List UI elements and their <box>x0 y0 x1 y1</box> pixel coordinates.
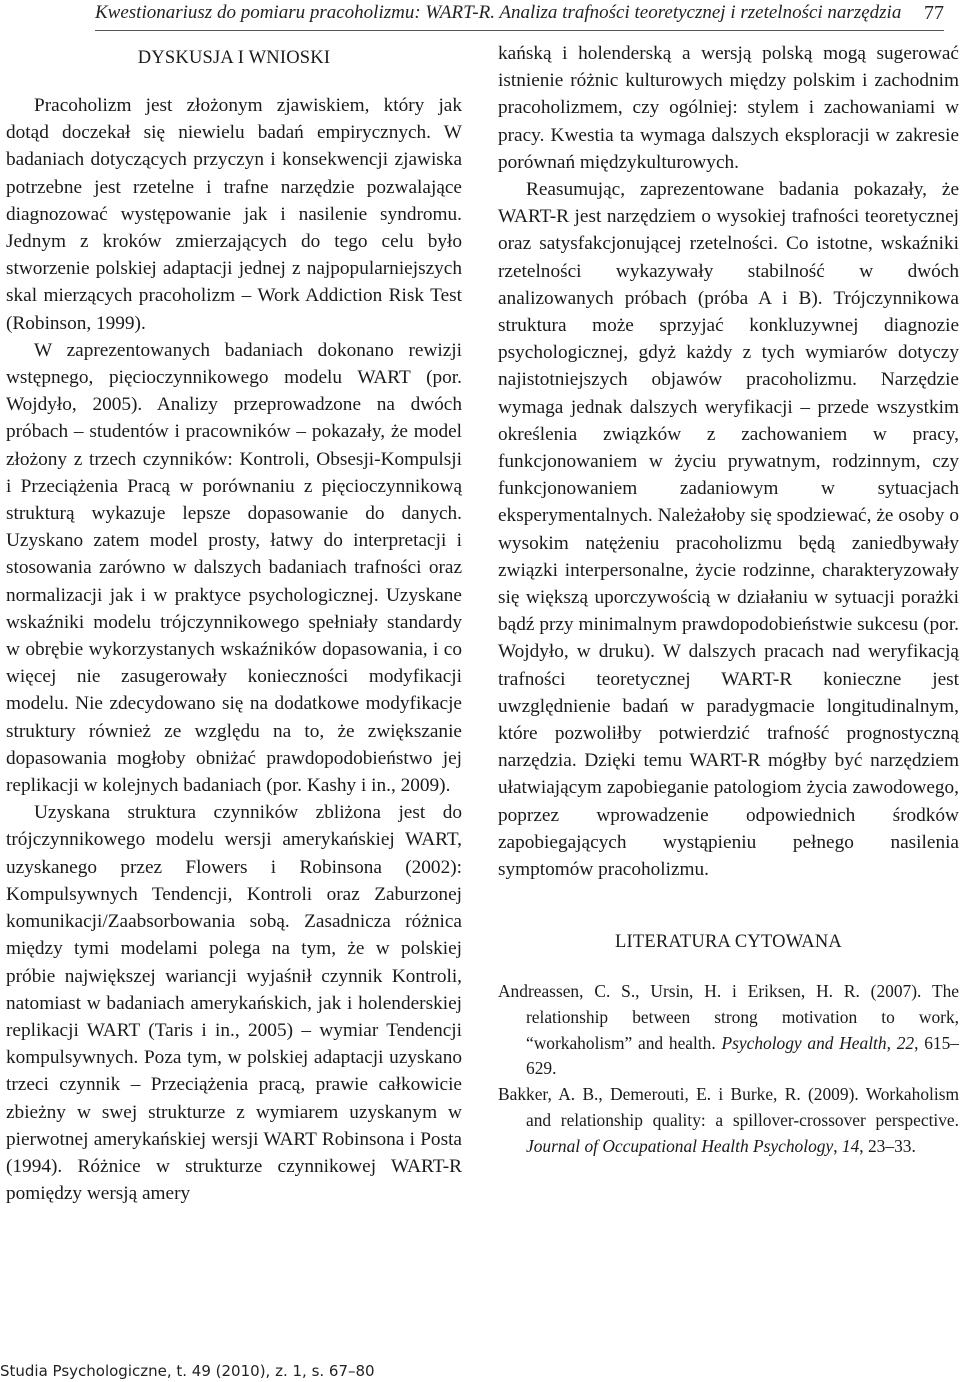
reference-list <box>498 979 959 1159</box>
left-column <box>6 40 462 1207</box>
reference-pages: , 615–629. <box>526 1032 959 1079</box>
reference-text: Bakker, A. B., Demerouti, E. i Burke, R. (2009). Workaholism and relationship quality: a spillover-crossover perspective. <box>498 1084 959 1130</box>
reference-journal: Journal of Occupational Health Psychology <box>526 1135 834 1156</box>
running-header <box>95 0 944 31</box>
reference-text: Andreassen, C. S., Ursin, H. i Eriksen, H. R. (2007). The relationship between strong motivation to work, “workaholism” and health. <box>498 981 959 1053</box>
paragraph: Reasumując, zaprezentowane badania pokazały, że WART-R jest narzędziem o wysokiej trafności teoretycznej oraz satysfakcjonującej rzetelności. Co istotne, wskaźniki rzetelności wykazywały stabilność w dwóch analizowanych próbach (próba A i B). Trójczynnikowa struktura może sprzyjać konkluzywnej diagnozie psychologicznej, gdyż każdy z tych wymiarów dotyczy najistotniejszych objawów pracoholizmu. Narzędzie wymaga jednak dalszych weryfikacji – przede wszystkim określenia związków z zachowaniem w pracy, funkcjonowaniem w życiu prywatnym, rodzinnym, czy funkcjonowaniem zadaniowym w sytuacjach eksperymentalnych. Należałoby się spodziewać, że osoby o wysokim natężeniu pracoholizmu będą zaniedbywały związki interpersonalne, życie rodzinne, charakteryzowały się większą uporczywością w działaniu w sytuacji porażki bądź przy minimalnym prawdopodobieństwie sukcesu (por. Wojdyło, w druku). W dalszych pracach nad weryfikacją trafności teoretycznej WART-R konieczne jest uwzględnienie badań w paradygmacie longitudinalnym, które pozwoliłby potwierdzić trafność prognostyczną narzędzia. Dzięki temu WART-R mógłby być narzędziem ułatwiającym zapobieganie patologiom życia zawodowego, poprzez wprowadzenie odpowiednich środków zapobiegających wystąpieniu pełnego nasilenia symptomów pracoholizmu. <box>498 179 959 881</box>
reference-item: Bakker, A. B., Demerouti, E. i Burke, R. (2009). Workaholism and relationship quality: a spillover-crossover perspective. Journal of Occupational Health Psychology, 14, 23–33. <box>498 1084 959 1156</box>
reference-item: Andreassen, C. S., Ursin, H. i Eriksen, H. R. (2007). The relationship between strong motivation to work, “workaholism” and health. Psychology and Health, 22, 615–629. <box>498 981 959 1079</box>
section-heading-discussion: DYSKUSJA I WNIOSKI <box>137 48 331 68</box>
paragraph: W zaprezentowanych badaniach dokonano rewizji wstępnego, pięcioczynnikowego modelu WART (por. Wojdyło, 2005). Analizy przeprowadzone na dwóch próbach – studentów i pracowników – pokazały, że model złożony z trzech czynników: Kontroli, Obsesji-Kompulsji i Przeciążenia Pracą w porównaniu z pięcioczynnikową strukturą wykazuje lepsze dopasowanie do danych. Uzyskano zatem model prosty, łatwy do interpretacji i stosowania zarówno w dalszych badaniach trafności oraz normalizacji jak i w praktyce psychologicznej. Uzyskane wskaźniki modelu trójczynnikowego spełniały standardy w obrębie wykorzystanych wskaźników dopasowania, i co więcej nie zasugerowały konieczności modyfikacji modelu. Nie zdecydowano się na dodatkowe modyfikacje struktury również ze względu na to, że zwiększanie dopasowania mogłoby obniżać prawdopodobieństwo jej replikacji w kolejnych badaniach (por. Kashy i in., 2009). <box>6 339 462 797</box>
reference-volume: 22 <box>896 1032 915 1053</box>
reference-pages: , 23–33. <box>859 1135 916 1156</box>
page-number: 77 <box>924 2 944 24</box>
paragraph: Pracoholizm jest złożonym zjawiskiem, który jak dotąd doczekał się niewielu badań empirycznych. W badaniach dotyczących przyczyn i konsekwencji zjawiska potrzebne jest rzetelne i trafne narzędzie pozwalające diagnozować występowanie jak i nasilenie syndromu. Jednym z kroków zmierzających do tego celu było stworzenie polskiej adaptacji jednej z najpopularniejszych skal mierzących pracoholizm – Work Addiction Risk Test (Robinson, 1999). <box>6 95 462 334</box>
running-title: Kwestionariusz do pomiaru pracoholizmu: WART-R. Analiza trafności teoretycznej i rzetelności narzędzia <box>95 2 902 23</box>
paragraph: kańską i holenderską a wersją polską mogą sugerować istnienie różnic kulturowych między polskim i zachodnim pracoholizmem, czy ogólniej: stylem i zachowaniami w pracy. Kwestia ta wymaga dalszych eksploracji w zakresie porównań międzykulturowych. <box>498 43 959 173</box>
reference-volume: 14 <box>841 1135 860 1156</box>
reference-journal: Psychology and Health <box>721 1032 887 1053</box>
section-heading-literature: LITERATURA CYTOWANA <box>615 932 842 953</box>
right-column <box>498 40 959 1159</box>
paragraph: Uzyskana struktura czynników zbliżona jest do trójczynnikowego modelu wersji amerykańskiej WART, uzyskanego przez Flowers i Robinsona (2002): Kompulsywnych Tendencji, Kontroli oraz Zaburzonej komunikacji/Zaabsorbowania sobą. Zasadnicza różnica między tymi modelami polega na tym, że w polskiej próbie największej wariancji wyjaśnił czynnik Kontroli, natomiast w badaniach amerykańskich, jak i holenderskiej replikacji WART (Taris i in., 2005) – wymiar Tendencji kompulsywnych. Poza tym, w polskiej adaptacji uzyskano trzeci czynnik – Przeciążenia pracą, prawie całkowicie zbieżny w swej strukturze z wymiarem uzyskanym w pierwotnej amerykańskiej wersji WART Robinsona i Posta (1994). Różnice w strukturze czynnikowej WART-R pomiędzy wersją amery <box>6 802 462 1205</box>
journal-footer: Studia Psychologiczne, t. 49 (2010), z. 1, s. 67–80 <box>0 1362 375 1380</box>
